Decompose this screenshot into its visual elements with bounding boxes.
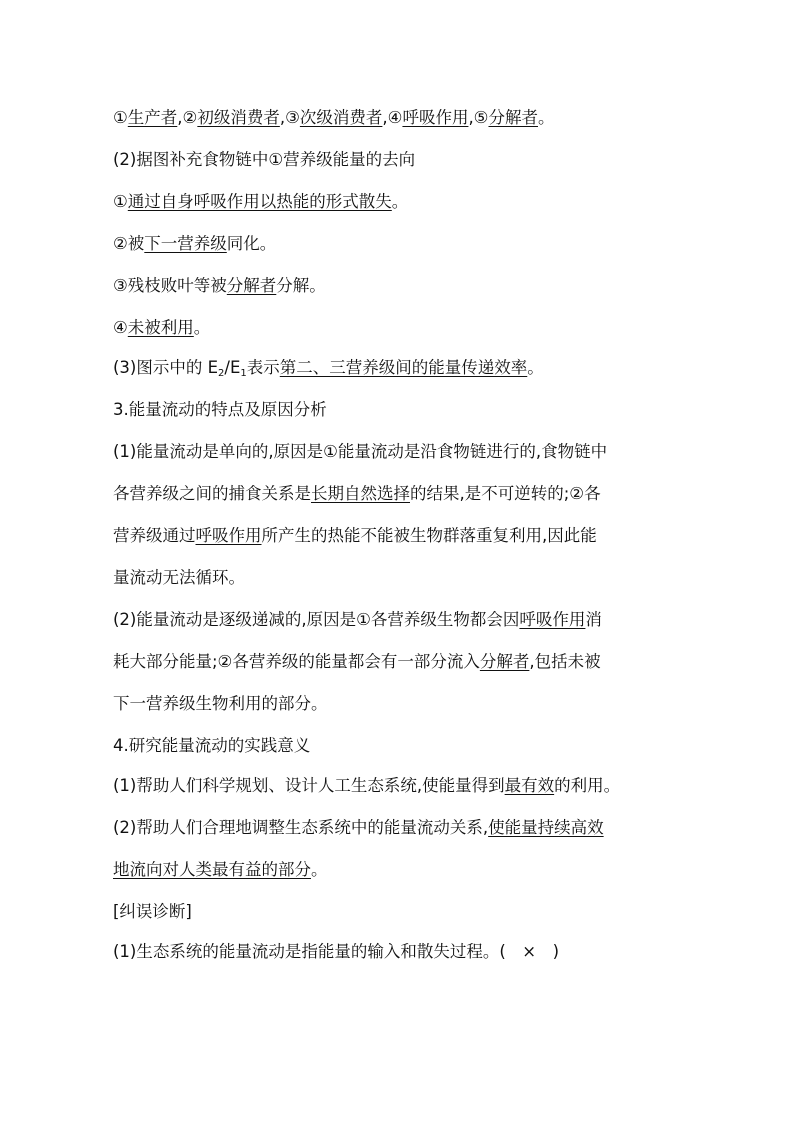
text-segment: 下一营养级生物利用的部分。: [113, 694, 328, 713]
text-line: [113, 524, 597, 548]
underlined-answer: 使能量持续高效: [488, 818, 604, 837]
text-segment: /E: [224, 358, 241, 377]
text-line: [113, 734, 310, 758]
text-segment: (1)能量流动是单向的,原因是①能量流动是沿食物链进行的,食物链中: [113, 442, 608, 461]
text-segment: 各营养级之间的捕食关系是: [113, 484, 311, 503]
text-line: [113, 106, 554, 130]
text-line: [113, 692, 328, 716]
text-segment: 分解。: [276, 276, 326, 295]
text-segment: 1: [240, 368, 247, 379]
underlined-answer: 呼吸作用: [195, 526, 262, 545]
text-segment: 同化。: [226, 234, 277, 253]
text-line: [113, 482, 601, 506]
text-segment: ①: [113, 108, 128, 127]
text-segment: 。: [537, 108, 555, 127]
text-segment: (1)帮助人们科学规划、设计人工生态系统,使能量得到: [113, 776, 505, 795]
text-segment: 营养级通过: [113, 526, 196, 545]
underlined-answer: 分解者: [488, 108, 538, 127]
text-segment: ,④: [382, 108, 403, 127]
text-line: [113, 858, 328, 882]
text-segment: ,包括未被: [529, 652, 601, 671]
text-segment: (2)据图补充食物链中①营养级能量的去向: [113, 150, 416, 169]
text-line: [113, 566, 245, 590]
text-segment: (3)图示中的 E: [113, 358, 219, 377]
underlined-answer: 初级消费者: [197, 108, 280, 127]
text-segment: 2: [218, 368, 225, 379]
text-line: [113, 190, 408, 214]
text-line: [113, 650, 601, 674]
text-segment: 的结果,是不可逆转的;②各: [410, 484, 601, 503]
underlined-answer: 下一营养级: [144, 234, 227, 253]
text-segment: 3.能量流动的特点及原因分析: [113, 400, 327, 419]
text-segment: ①: [113, 192, 128, 211]
underlined-answer: 长期自然选择: [311, 484, 410, 503]
text-segment: [纠误诊断]: [113, 902, 192, 921]
text-segment: 表示: [246, 358, 280, 377]
text-line: [113, 232, 276, 256]
underlined-answer: 呼吸作用: [402, 108, 469, 127]
text-line: [113, 398, 327, 422]
underlined-answer: 生产者: [127, 108, 178, 127]
underlined-answer: 呼吸作用: [519, 610, 586, 629]
text-segment: 。: [193, 318, 211, 337]
text-segment: 4.研究能量流动的实践意义: [113, 736, 311, 755]
underlined-answer: 通过自身呼吸作用以热能的形式散失: [127, 192, 392, 211]
text-segment: (2)能量流动是逐级递减的,原因是①各营养级生物都会因: [113, 610, 520, 629]
underlined-answer: 地流向对人类最有益的部分: [113, 860, 311, 879]
text-segment: ,⑤: [468, 108, 489, 127]
text-line: [113, 900, 192, 924]
text-segment: (2)帮助人们合理地调整生态系统中的能量流动关系,: [113, 818, 489, 837]
text-segment: ④: [113, 318, 128, 337]
underlined-answer: 未被利用: [127, 318, 194, 337]
text-segment: 的利用。: [554, 776, 621, 795]
underlined-answer: 第二、三营养级间的能量传递效率: [279, 358, 528, 377]
text-line: [113, 148, 415, 172]
text-segment: 。: [527, 358, 544, 377]
text-segment: 所产生的热能不能被生物群落重复利用,因此能: [261, 526, 597, 545]
text-segment: (1)生态系统的能量流动是指能量的输入和散失过程。( × ): [113, 942, 560, 961]
text-line: [113, 608, 602, 632]
text-line: [113, 440, 607, 464]
text-line: [113, 774, 620, 798]
text-line: [113, 816, 604, 840]
text-segment: 。: [311, 860, 328, 879]
text-segment: 消: [585, 610, 602, 629]
text-line: [113, 940, 559, 964]
text-segment: 量流动无法循环。: [113, 568, 245, 587]
text-line: [113, 274, 326, 298]
text-segment: ,②: [177, 108, 198, 127]
underlined-answer: 分解者: [479, 652, 530, 671]
text-segment: ③残枝败叶等被: [113, 276, 227, 295]
text-line: [113, 356, 544, 386]
underlined-answer: 最有效: [504, 776, 555, 795]
text-segment: ,③: [279, 108, 300, 127]
text-segment: 耗大部分能量;②各营养级的能量都会有一部分流入: [113, 652, 480, 671]
text-segment: ②被: [113, 234, 145, 253]
text-line: [113, 316, 210, 340]
text-segment: 。: [391, 192, 409, 211]
underlined-answer: 分解者: [226, 276, 277, 295]
underlined-answer: 次级消费者: [299, 108, 383, 127]
